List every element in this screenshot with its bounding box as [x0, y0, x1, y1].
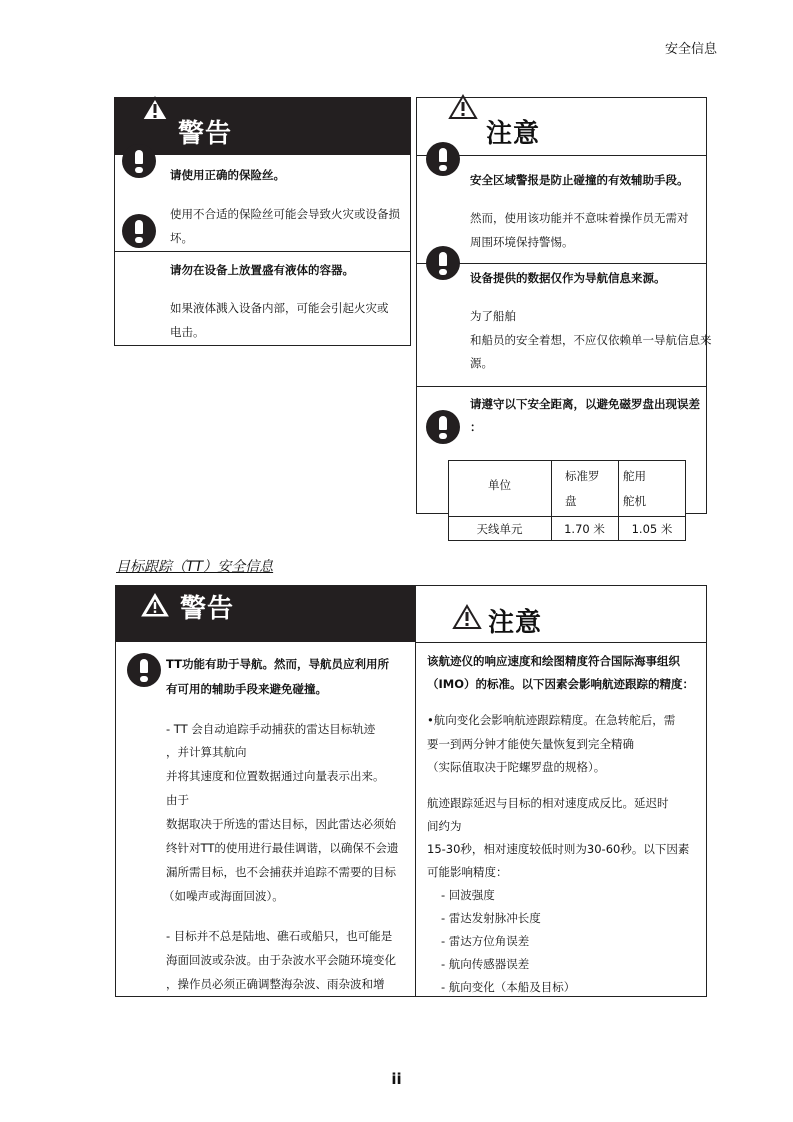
- caution-triangle-icon: [452, 604, 482, 630]
- caution-list-item: - 回波强度: [441, 888, 495, 902]
- warning-triangle-icon: [140, 96, 170, 122]
- caution-heading: （IMO）的标准。以下因素会影响航迹跟踪的精度：: [427, 677, 694, 691]
- box-divider: [415, 585, 416, 997]
- caution-item-body: 周围环境保持警惕。: [470, 235, 574, 249]
- exclamation-icon: [426, 142, 460, 176]
- table-header-cell: 舵机: [623, 494, 646, 508]
- caution-item-heading: 请遵守以下安全距离，以避免磁罗盘出现误差: [470, 397, 700, 411]
- caution-body-line: 间约为: [427, 819, 462, 833]
- divider: [415, 642, 707, 643]
- caution-body-line: （实际值取决于陀螺罗盘的规格）。: [427, 760, 606, 774]
- warning-item-body: 电击。: [170, 325, 205, 339]
- exclamation-icon: [426, 246, 460, 280]
- warning-body-line: 由于: [166, 793, 189, 807]
- caution-body-line: 15-30秒，相对速度较低时则为30-60秒。以下因素: [427, 842, 690, 856]
- warning-body-line: - TT 会自动追踪手动捕获的雷达目标轨迹: [166, 722, 376, 736]
- warning-item-heading: 请勿在设备上放置盛有液体的容器。: [170, 263, 354, 277]
- caution-item-body: 为了船舶: [470, 309, 516, 323]
- caution-heading: 该航迹仪的响应速度和绘图精度符合国际海事组织: [427, 654, 680, 668]
- warning-item-heading: 请使用正确的保险丝。: [170, 168, 285, 182]
- exclamation-icon: [122, 144, 156, 178]
- warning-heading: TT功能有助于导航。然而，导航员应利用所: [166, 657, 389, 671]
- table-header-cell: 单位: [488, 478, 511, 492]
- exclamation-icon: [426, 410, 460, 444]
- table-cell: 1.70 米: [564, 522, 605, 536]
- tt-section-title: 目标跟踪（TT）安全信息: [116, 559, 274, 575]
- exclamation-icon: [127, 653, 161, 687]
- warning-item-body: 使用不合适的保险丝可能会导致火灾或设备损: [170, 207, 400, 221]
- table-header-cell: 盘: [565, 494, 577, 508]
- table-header-cell: 标准罗: [565, 469, 600, 483]
- caution-body-line: 可能影响精度：: [427, 865, 508, 879]
- warning-triangle-icon: [140, 592, 170, 618]
- warning-body-line: ，并计算其航向: [166, 745, 247, 759]
- caution-title: 注意: [486, 119, 541, 149]
- warning-title: 警告: [178, 119, 233, 149]
- caution-list-item: - 航向变化（本船及目标）: [441, 980, 576, 994]
- caution-body-line: 要一到两分钟才能使矢量恢复到完全精确: [427, 737, 634, 751]
- table-row-label: 天线单元: [476, 522, 523, 536]
- caution-body-line: •航向变化会影响航迹跟踪精度。在急转舵后，需: [427, 713, 676, 727]
- table-header-cell: 舵用: [623, 469, 646, 483]
- caution-list-item: - 雷达方位角误差: [441, 934, 530, 948]
- caution-item-heading: 安全区域警报是防止碰撞的有效辅助手段。: [470, 173, 689, 187]
- warning-title: 警告: [180, 594, 235, 624]
- warning-body-line: ，操作员必须正确调整海杂波、雨杂波和增: [166, 977, 385, 991]
- caution-body-line: 航迹跟踪延迟与目标的相对速度成反比。延迟时: [427, 796, 669, 810]
- caution-item-heading: 设备提供的数据仅作为导航信息来源。: [470, 271, 666, 285]
- caution-item-body: 然而，使用该功能并不意味着操作员无需对: [470, 211, 689, 225]
- warning-body-line: 海面回波或杂波。由于杂波水平会随环境变化: [166, 953, 396, 967]
- caution-list-item: - 航向传感器误差: [441, 957, 530, 971]
- caution-triangle-icon: [448, 94, 478, 120]
- table-row-divider: [448, 516, 686, 517]
- page-number: ii: [391, 1070, 402, 1088]
- warning-body-line: 数据取决于所选的雷达目标，因此雷达必须始: [166, 817, 396, 831]
- section-header: 安全信息: [664, 42, 717, 57]
- caution-item-body: 源。: [470, 356, 493, 370]
- warning-body-line: 并将其速度和位置数据通过向量表示出来。: [166, 769, 385, 783]
- warning-body-line: 漏所需目标，也不会捕获并追踪不需要的目标: [166, 865, 396, 879]
- divider: [114, 251, 411, 252]
- warning-body-line: - 目标并不总是陆地、礁石或船只，也可能是: [166, 929, 393, 943]
- divider: [416, 386, 707, 387]
- exclamation-icon: [122, 214, 156, 248]
- warning-heading: 有可用的辅助手段来避免碰撞。: [166, 682, 327, 696]
- warning-body-line: （如噪声或海面回波）。: [163, 889, 284, 903]
- caution-item-body: 和船员的安全着想，不应仅依赖单一导航信息来: [470, 333, 712, 347]
- warning-body-line: 终针对TT的使用进行最佳调谐，以确保不会遗: [166, 841, 399, 855]
- caution-title: 注意: [488, 608, 543, 638]
- warning-item-body: 坏。: [170, 231, 193, 245]
- caution-list-item: - 雷达发射脉冲长度: [441, 911, 541, 925]
- caution-item-heading: ：: [470, 420, 482, 434]
- table-cell: 1.05 米: [631, 522, 673, 536]
- warning-item-body: 如果液体溅入设备内部，可能会引起火灾或: [170, 301, 389, 315]
